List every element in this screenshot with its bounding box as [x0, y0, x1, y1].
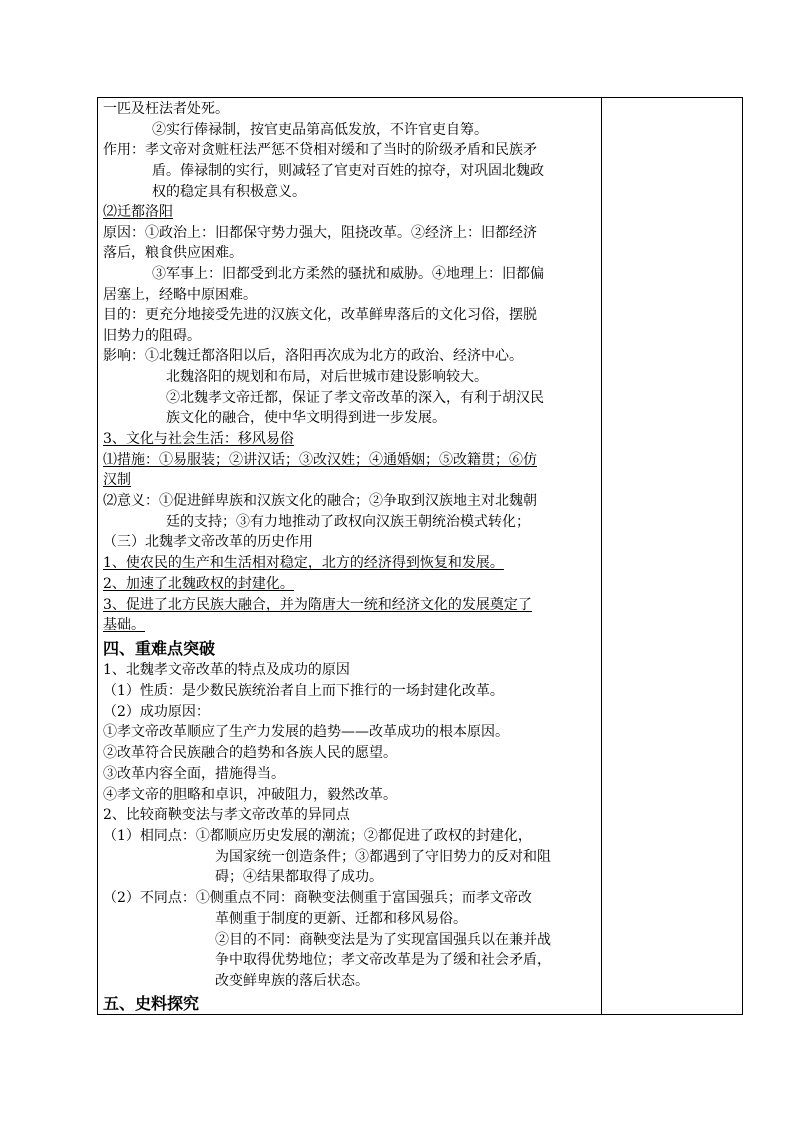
column-divider: [601, 98, 602, 1014]
text-line: 目的：更充分地接受先进的汉族文化，改革鲜卑落后的文化习俗，摆脱: [103, 307, 537, 323]
text-line: ④孝文帝的胆略和卓识，冲破阻力，毅然改革。: [103, 787, 397, 803]
text-line: ③改革内容全面，措施得当。: [103, 766, 285, 782]
text-line: ②实行俸禄制，按官吏品第高低发放，不许官吏自筹。: [152, 122, 488, 138]
text-line: ⑴措施：①易服装；②讲汉话；③改汉姓；④通婚姻；⑤改籍贯；⑥仿: [103, 452, 537, 468]
text-line: 为国家统一创造条件；③都遇到了守旧势力的反对和阻: [215, 849, 551, 865]
text-line: 族文化的融合，使中华文明得到进一步发展。: [166, 410, 446, 426]
text-line: 盾。俸禄制的实行，则减轻了官吏对百姓的掠夺，对巩固北魏政: [152, 163, 544, 179]
text-line: ②北魏孝文帝迁都，保证了孝文帝改革的深入，有利于胡汉民: [166, 390, 544, 406]
text-line: 革侧重于制度的更新、迁都和移风易俗。: [215, 911, 467, 927]
text-line: 2、比较商鞅变法与孝文帝改革的异同点: [103, 807, 350, 823]
text-line: 1、使农民的生产和生活相对稳定，北方的经济得到恢复和发展。: [103, 555, 504, 571]
text-line: 争中取得优势地位；孝文帝改革是为了缓和社会矛盾，: [215, 952, 551, 968]
text-line: ②目的不同：商鞅变法是为了实现富国强兵以在兼并战: [215, 932, 551, 948]
text-line: 旧势力的阻碍。: [103, 328, 201, 344]
text-line: 改变鲜卑族的落后状态。: [215, 973, 369, 989]
text-line: 原因：①政治上：旧都保守势力强大，阻挠改革。②经济上：旧都经济: [103, 225, 537, 241]
text-line: （1）性质：是少数民族统治者自上而下推行的一场封建化改革。: [103, 683, 504, 699]
text-line: 碍；④结果都取得了成功。: [215, 869, 383, 885]
text-line: ②改革符合民族融合的趋势和各族人民的愿望。: [103, 745, 397, 761]
text-line: 落后，粮食供应困难。: [103, 245, 243, 261]
text-line: 基础。: [103, 617, 145, 633]
text-line: ⑵意义：①促进鲜卑族和汉族文化的融合；②争取到汉族地主对北魏朝: [103, 493, 537, 509]
text-line: 权的稳定具有积极意义。: [152, 184, 306, 200]
section-heading: ⑵迁都洛阳: [103, 204, 173, 220]
section-title: 四、重难点突破: [103, 639, 216, 658]
text-line: 汉制: [103, 472, 131, 488]
text-line: 一匹及枉法者处死。: [103, 101, 229, 117]
text-line: 1、北魏孝文帝改革的特点及成功的原因: [103, 662, 350, 678]
text-line: （1）相同点：①都顺应历史发展的潮流；②都促进了政权的封建化，: [103, 828, 532, 844]
text-line: 居塞上，经略中原困难。: [103, 287, 257, 303]
content-table: [97, 97, 743, 1015]
section-heading: 3、文化与社会生活：移风易俗: [103, 431, 294, 447]
text-line: 影响：①北魏迁都洛阳以后，洛阳再次成为北方的政治、经济中心。: [103, 348, 523, 364]
text-line: （2）不同点：①侧重点不同：商鞅变法侧重于富国强兵；而孝文帝改: [103, 890, 532, 906]
text-line: （2）成功原因：: [103, 704, 210, 720]
text-line: 3、促进了北方民族大融合，并为隋唐大一统和经济文化的发展奠定了: [103, 597, 532, 613]
section-title: 五、史料探究: [103, 994, 200, 1013]
section-heading: （三）北魏孝文帝改革的历史作用: [103, 534, 313, 550]
text-line: 作用：孝文帝对贪赃枉法严惩不贷相对缓和了当时的阶级矛盾和民族矛: [103, 142, 537, 158]
text-line: 廷的支持；③有力地推动了政权向汉族王朝统治模式转化；: [166, 514, 530, 530]
text-line: 北魏洛阳的规划和布局，对后世城市建设影响较大。: [166, 369, 488, 385]
text-line: ③军事上：旧都受到北方柔然的骚扰和威胁。④地理上：旧都偏: [152, 266, 544, 282]
text-line: ①孝文帝改革顺应了生产力发展的趋势——改革成功的根本原因。: [103, 724, 509, 740]
text-line: 2、加速了北魏政权的封建化。: [103, 576, 294, 592]
